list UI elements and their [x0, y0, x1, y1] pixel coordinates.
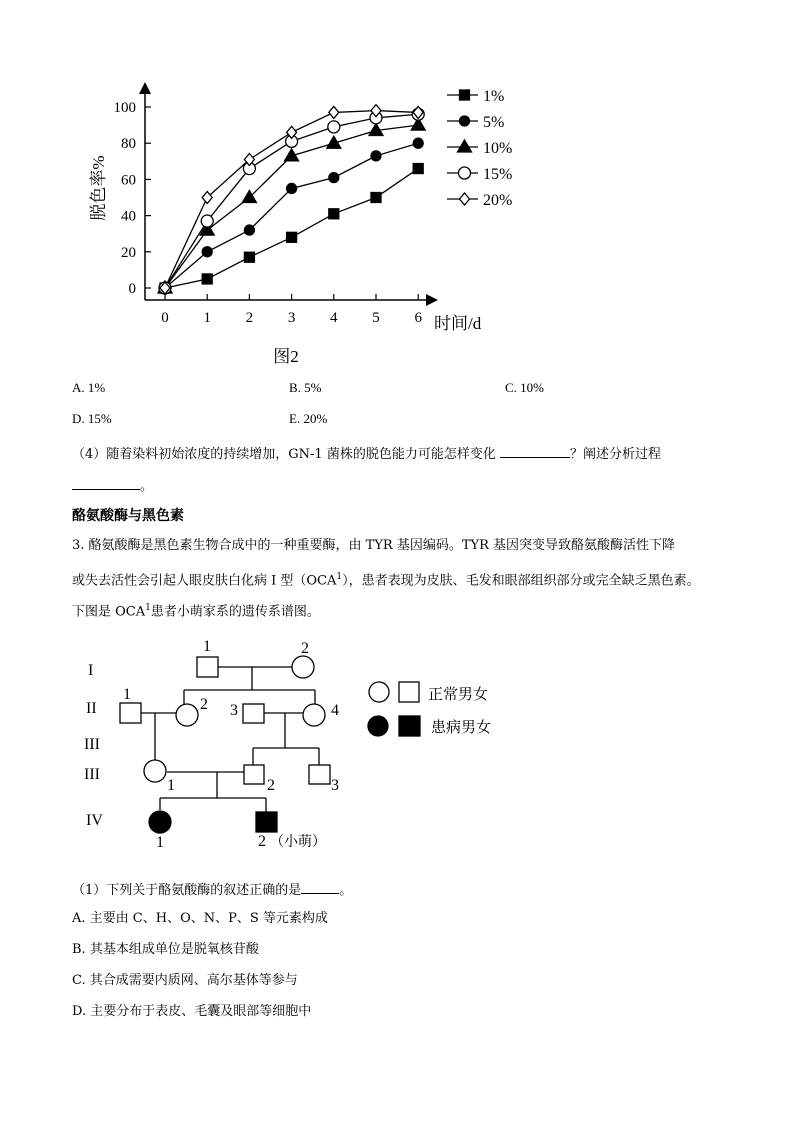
num-III1: 1: [167, 777, 175, 794]
data-point-series-1: [287, 232, 297, 242]
legend-female-normal-icon: [369, 682, 389, 702]
answer-blank-2[interactable]: [72, 475, 140, 490]
legend-label: 1%: [483, 88, 505, 105]
pedigree-chart: [0, 630, 560, 855]
legend-marker: [460, 116, 470, 126]
question-4-text-b: ？阐述分析过程: [569, 447, 661, 462]
num-II2: 2: [200, 696, 208, 713]
q3-intro-line3-a: 下图是 OCA: [72, 604, 146, 620]
pedigree-III3-male-normal: [309, 765, 330, 784]
x-tick-label: 5: [372, 310, 380, 326]
option-c[interactable]: C. 10%: [505, 380, 544, 395]
data-point-series-4: [201, 215, 213, 227]
legend-normal-label: 正常男女: [428, 685, 489, 703]
x-tick-label: 2: [245, 310, 254, 326]
data-point-series-5: [329, 106, 339, 118]
num-III3: 3: [331, 777, 339, 794]
pedigree-II1-male-normal: [120, 703, 141, 723]
data-point-series-1: [371, 193, 381, 203]
answer-blank-1[interactable]: [500, 443, 570, 458]
pedigree-I1-male-normal: [197, 657, 218, 677]
data-point-series-1: [244, 252, 254, 262]
series-line-2: [165, 143, 418, 288]
question-1: [72, 879, 352, 900]
data-point-series-2: [244, 225, 254, 235]
data-point-series-2: [413, 138, 423, 148]
question-4: [72, 443, 661, 464]
data-point-series-2: [202, 247, 212, 257]
y-tick-label: 100: [113, 100, 136, 116]
gen-label-IV: IV: [86, 812, 103, 829]
y-tick-label: 60: [121, 172, 136, 189]
answer-blank-3[interactable]: [301, 879, 339, 894]
superscript: 1: [145, 603, 151, 613]
legend-label: 10%: [483, 140, 513, 157]
option-b[interactable]: B. 5%: [289, 380, 322, 395]
data-point-series-1: [329, 209, 339, 219]
legend-affected-label: 患病男女: [431, 718, 492, 736]
q1-option-b[interactable]: B. 其基本组成单位是脱氧核苷酸: [72, 942, 259, 957]
pedigree-II2-female-normal: [176, 704, 198, 726]
data-point-series-4: [328, 121, 340, 133]
x-tick-label: 3: [287, 310, 296, 326]
legend-label: 5%: [483, 114, 505, 131]
x-tick-label: 1: [203, 310, 211, 326]
superscript: 1: [336, 572, 343, 582]
data-point-series-1: [202, 274, 212, 284]
legend-male-affected-icon: [399, 716, 420, 736]
y-tick-label: 0: [128, 281, 136, 297]
q1-option-d[interactable]: D. 主要分布于表皮、毛囊及眼部等细胞中: [72, 1004, 312, 1019]
q3-intro-line3: [72, 599, 320, 621]
question-4-end: 。: [140, 479, 154, 494]
proband-label: （小萌）: [270, 834, 326, 850]
data-point-series-2: [287, 183, 297, 193]
question-1-stem: （1）下列关于酪氨酸酶的叙述正确的是: [72, 883, 302, 898]
y-tick-label: 40: [121, 208, 136, 225]
legend-marker: [459, 167, 471, 179]
legend-marker: [460, 193, 470, 205]
num-II4: 4: [331, 702, 339, 719]
q3-intro-line2-b: ），患者表现为皮肤、毛发和眼部组织部分或完全缺乏黑色素。: [342, 573, 700, 589]
legend-marker: [458, 140, 472, 152]
x-tick-label: 4: [330, 310, 338, 326]
num-IV1: 1: [156, 834, 164, 851]
pedigree-III1-female-normal: [144, 760, 166, 782]
legend-female-affected-icon: [368, 716, 388, 736]
num-II1: 1: [123, 686, 131, 703]
gen-label-III-a: III: [84, 736, 100, 753]
gen-label-I: I: [88, 662, 94, 679]
q3-intro-line3-b: 患者小萌家系的遗传系谱图。: [150, 604, 320, 620]
data-point-series-2: [371, 151, 381, 161]
option-d[interactable]: D. 15%: [72, 411, 112, 426]
q3-intro-line2-a: 或失去活性会引起人眼皮肤白化病 I 型（OCA: [72, 573, 337, 589]
y-tick-label: 20: [121, 244, 136, 261]
num-III2: 2: [267, 777, 275, 794]
num-IV2: 2: [258, 833, 266, 850]
data-point-series-2: [329, 173, 339, 183]
num-I2: 2: [301, 640, 309, 657]
section-heading: 酪氨酸酶与黑色素: [72, 508, 184, 524]
gen-label-III-b: III: [84, 766, 100, 783]
y-axis-label: 脱色率%: [89, 155, 108, 221]
data-point-series-5: [202, 192, 212, 204]
chart-title: 图2: [273, 347, 299, 366]
q1-option-c[interactable]: C. 其合成需要内质网、高尔基体等参与: [72, 973, 298, 988]
q3-intro-line2: [72, 568, 700, 590]
q3-intro-line1: 3. 酪氨酸酶是黑色素生物合成中的一种重要酶，由 TYR 基因编码。TYR 基因突变导致酪氨酸酶活性下降: [72, 538, 676, 553]
legend-male-normal-icon: [399, 682, 419, 702]
num-I1: 1: [203, 638, 211, 655]
legend-label: 15%: [483, 166, 513, 183]
pedigree-II3-male-normal: [243, 704, 264, 723]
question-4-line2: [72, 475, 153, 496]
x-axis-label: 时间/d: [434, 314, 482, 333]
x-tick-label: 6: [414, 310, 422, 326]
legend-label: 20%: [483, 192, 513, 209]
pedigree-IV1-female-affected: [149, 811, 171, 833]
x-tick-label: 0: [161, 310, 169, 326]
option-e[interactable]: E. 20%: [289, 411, 328, 426]
legend-marker: [460, 90, 470, 100]
question-4-text: （4）随着染料初始浓度的持续增加，GN-1 菌株的脱色能力可能怎样变化: [72, 447, 496, 462]
gen-label-II: II: [86, 700, 97, 717]
question-1-end: 。: [339, 883, 353, 898]
num-II3: 3: [230, 702, 238, 719]
q1-option-a[interactable]: A. 主要由 C、H、O、N、P、S 等元素构成: [72, 911, 328, 926]
pedigree-IV2-male-affected: [256, 812, 277, 832]
decolorization-chart: [0, 70, 560, 380]
option-a[interactable]: A. 1%: [72, 380, 106, 395]
data-point-series-1: [413, 164, 423, 174]
y-tick-label: 80: [121, 136, 136, 153]
pedigree-III2-male-normal: [244, 765, 264, 784]
pedigree-II4-female-normal: [303, 704, 325, 726]
pedigree-I2-female-normal: [292, 656, 314, 678]
